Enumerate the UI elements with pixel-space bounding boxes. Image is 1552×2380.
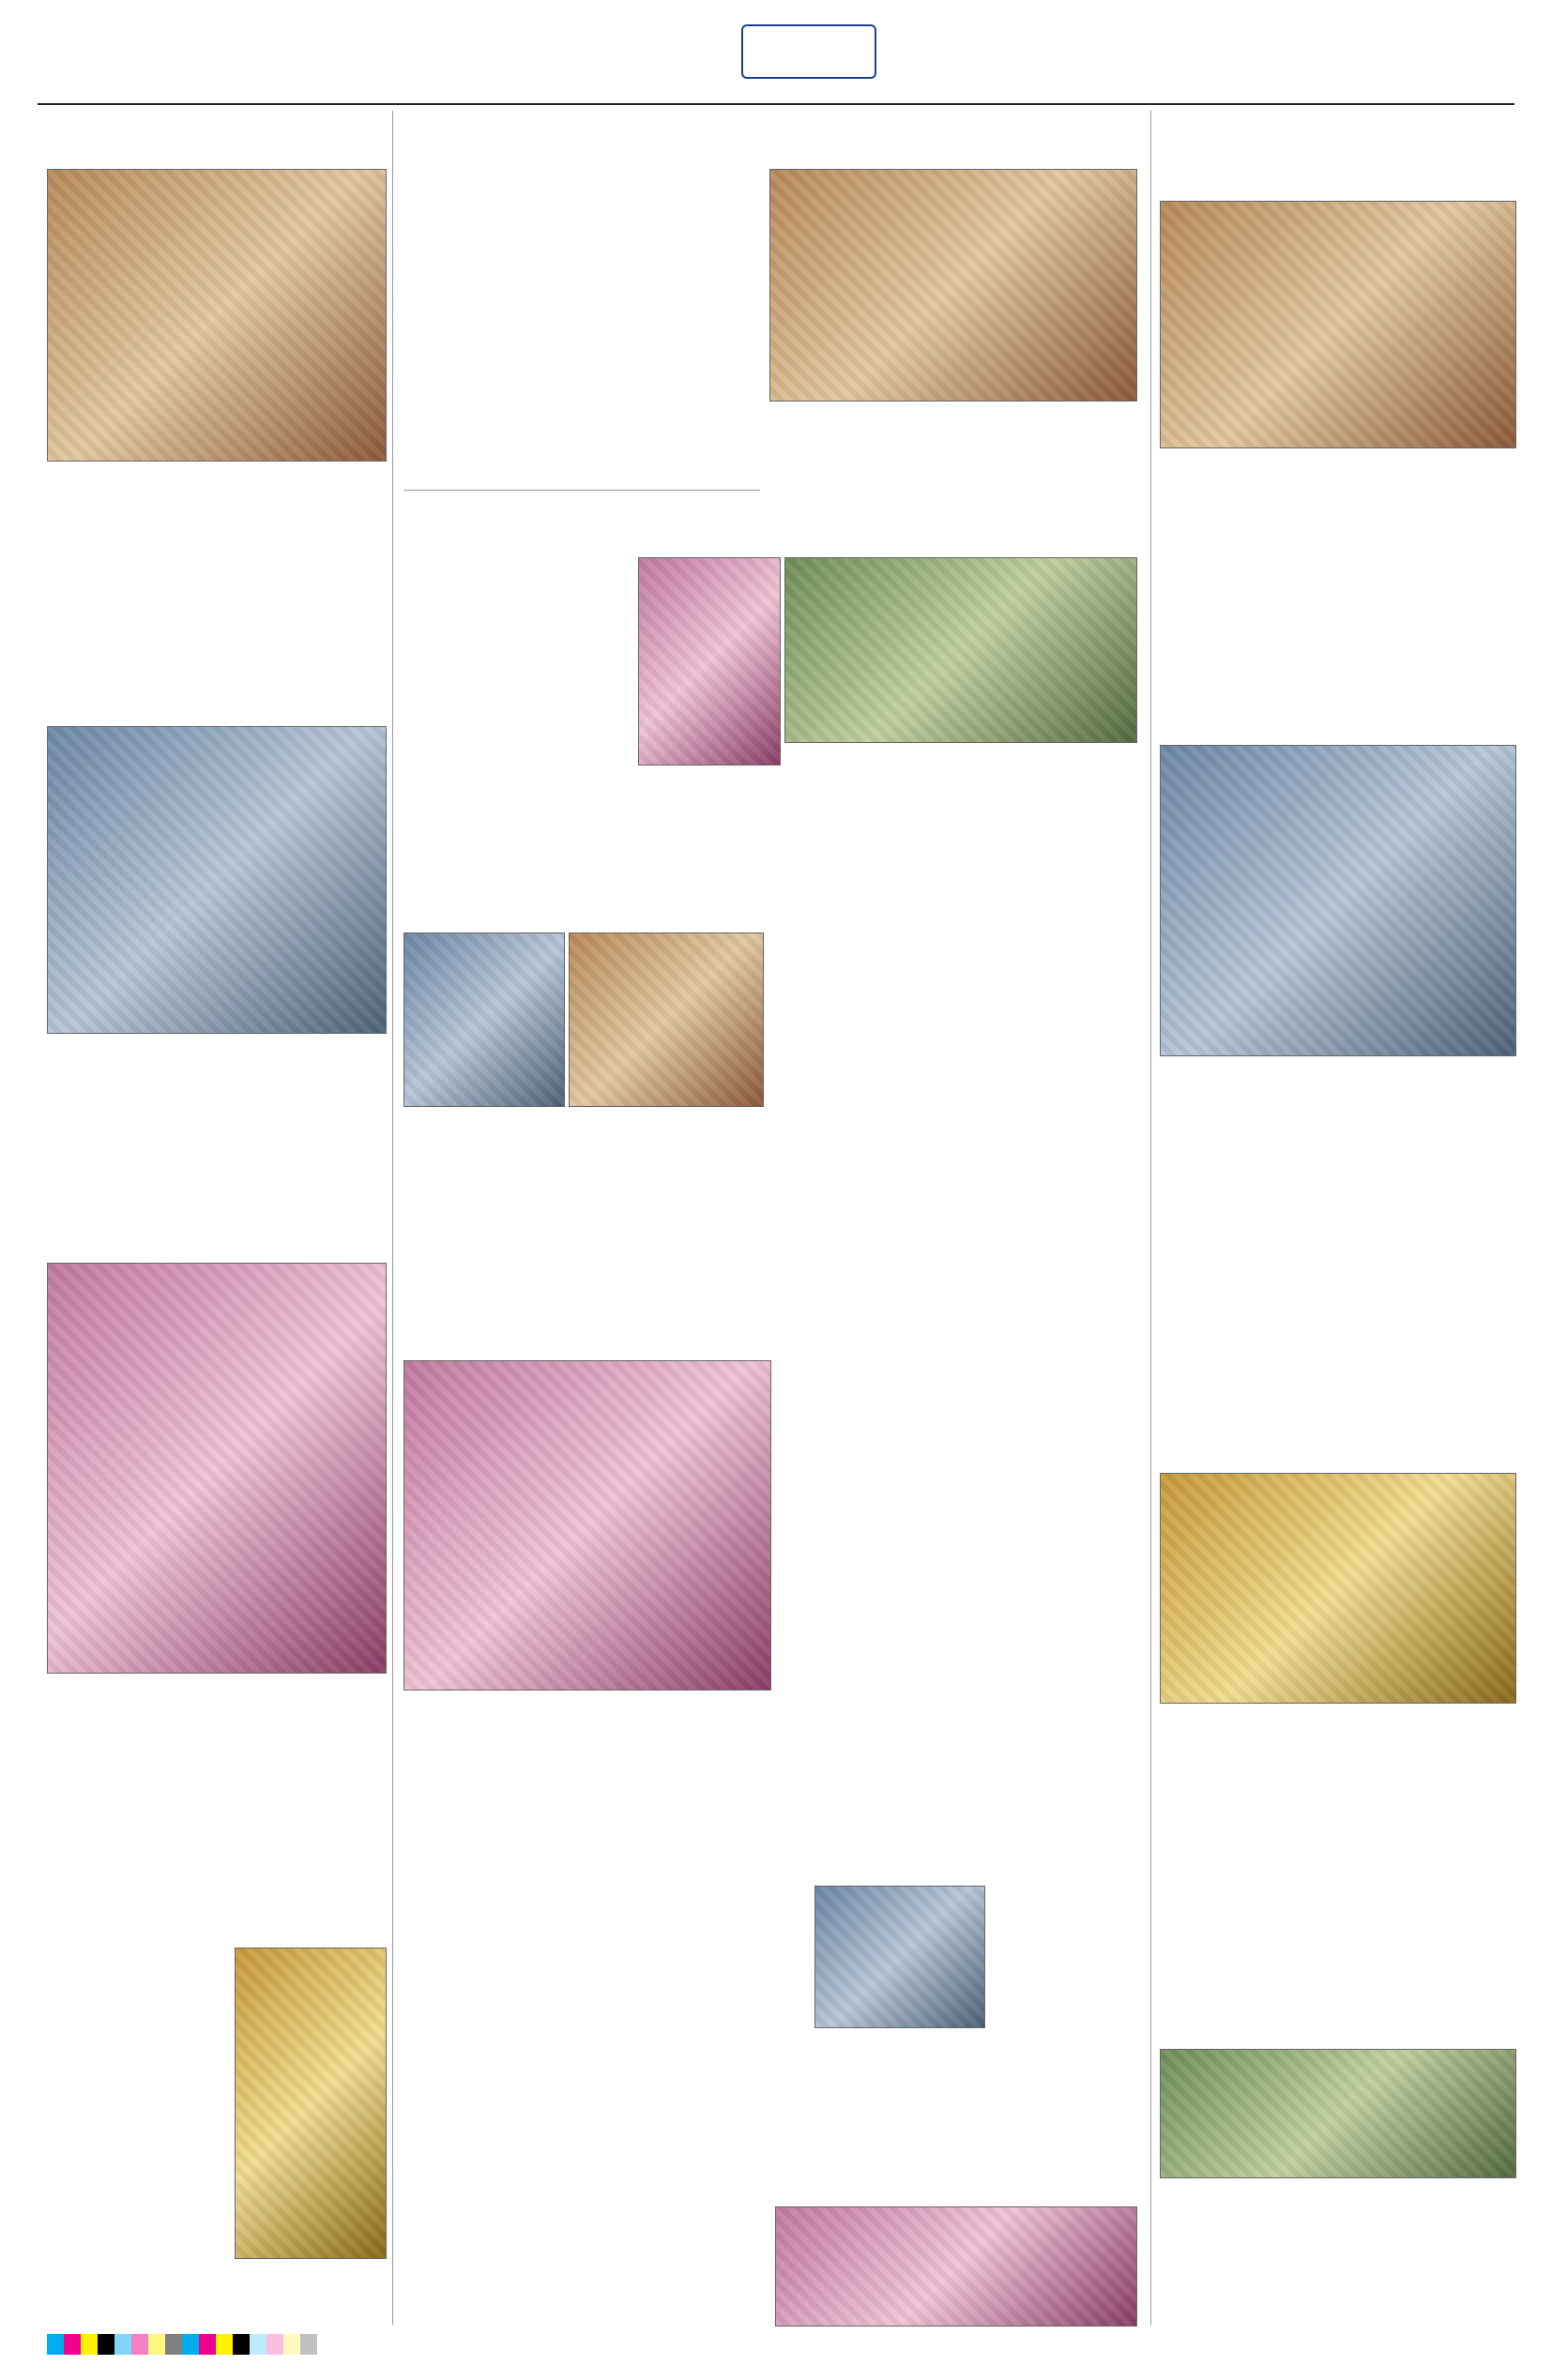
body-a7-cont xyxy=(769,932,1135,1293)
photo-a8 xyxy=(403,1360,771,1690)
masthead xyxy=(741,24,876,79)
body-a7 xyxy=(403,1111,762,1293)
photo-a1 xyxy=(47,169,387,462)
print-color-bar xyxy=(47,2334,317,2355)
photo-a6b xyxy=(784,557,1137,743)
column-divider-right xyxy=(1150,111,1151,2325)
body-a8 xyxy=(403,1694,769,1976)
photo-a10 xyxy=(775,2206,1137,2327)
header-rule xyxy=(38,103,1514,105)
photo-a13 xyxy=(1160,1473,1516,1704)
photo-a5 xyxy=(769,169,1137,402)
photo-a14 xyxy=(1160,2049,1516,2178)
photo-a7a xyxy=(403,932,565,1107)
body-a4 xyxy=(47,1948,225,2323)
body-a1 xyxy=(47,467,385,664)
body-a3 xyxy=(47,1679,385,1848)
photo-a2 xyxy=(47,726,387,1034)
body-a6-cont xyxy=(784,747,1135,822)
body-a2 xyxy=(47,1039,385,1223)
photo-a11 xyxy=(1160,201,1516,448)
column-divider-left xyxy=(392,111,393,2325)
body-a13 xyxy=(1160,1707,1514,1963)
divider-a5 xyxy=(403,490,760,491)
photo-a7b xyxy=(569,932,764,1107)
photo-a4 xyxy=(235,1948,387,2259)
photo-a3 xyxy=(47,1263,387,1674)
body-a9 xyxy=(403,1951,760,2148)
body-a11 xyxy=(1160,452,1514,662)
photo-a12 xyxy=(1160,745,1516,1056)
body-a14 xyxy=(1160,2182,1514,2325)
body-a9-cont xyxy=(769,2036,1135,2148)
body-a12 xyxy=(1160,1060,1514,1417)
body-a6 xyxy=(403,610,629,822)
body-a10 xyxy=(403,2206,769,2325)
photo-a6a xyxy=(638,557,781,766)
photo-a9 xyxy=(814,1886,985,2028)
